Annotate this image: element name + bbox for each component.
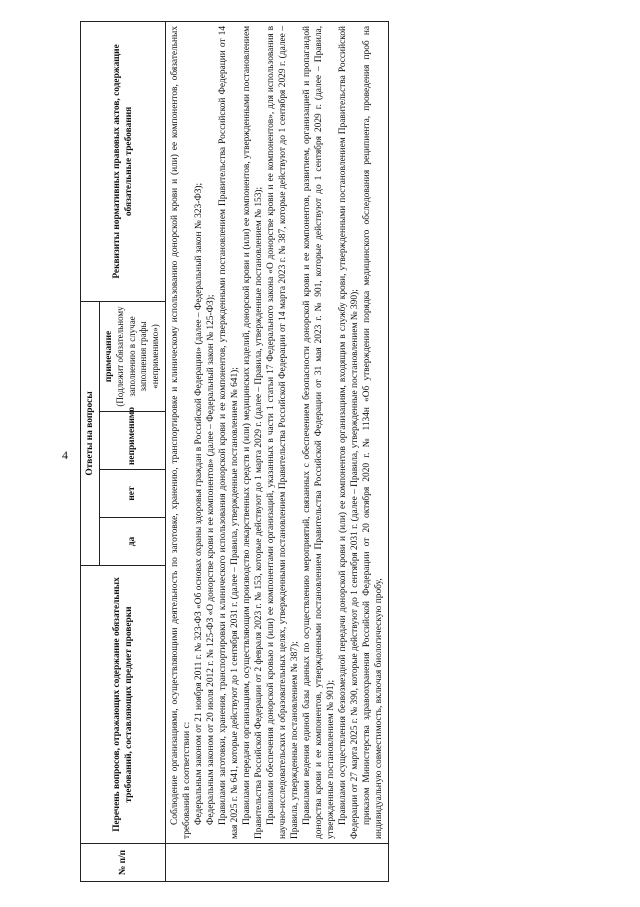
header-requisites: Реквизиты нормативных правовых актов, содержащие обязательные требования <box>81 21 166 301</box>
paragraph: Федеральным законом от 20 июля 2012 г. № 125-ФЗ «О донорстве крови и ее компонентов» (далее – Федеральный закон № 125-ФЗ); <box>205 294 216 825</box>
paragraph: Правилами передачи организациям, осуществляющим производство лекарственных средств и (или) медицинских изделий, донорской крови и (или) ее компонентов, утвержденными постановлением Правительства Российской Федерации от 2 февраля 2023 г. № 153, которые действуют до 1 марта 2029 г. (далее – Правила, утвержденные постановлением № 153); <box>242 25 265 839</box>
header-not-applicable: неприменимо <box>100 412 166 470</box>
paragraph: Правилами обеспечения донорской кровью и (или) ее компонентами организаций, указанных в части 1 статьи 17 Федерального закона «О донорстве крови и ее компонентов», для использования в научно-исследовательских и образовательных целях, утвержденными постановлением Правительства Российской Федерации от 14 марта 2023 г. № 387, которые действуют до 1 сентября 2029 г. (далее – Правила, утвержденные постановлением № 387); <box>266 25 301 839</box>
paragraph: Правилами ведения единой базы данных по осуществлению мероприятий, связанных с обеспечением безопасности донорской крови и ее компонентов, развитием, организацией и пропагандой донорства крови и ее компонентов, утвержденными постановлением Правительства Российской Федерации от 31 мая 2023 г. № 901, которые действуют до 1 сентября 2029 г. (далее – Правила, утвержденные постановлением № 901); <box>302 25 337 839</box>
paragraph: Правилами заготовки, хранения, транспортировки и клинического использования донорской крови и ее компонентов, утвержденными постановлением Правительства Российской Федерации от 14 мая 2025 г. № 641, которые действуют до 1 сентября 2031 г. (далее – Правила, утвержденные постановлением № 641); <box>217 25 240 839</box>
rotated-table-container <box>80 22 592 882</box>
paragraph: Федеральным законом от 21 ноября 2011 г. № 323-ФЗ «Об основах охраны здоровья граждан в Российской Федерации» (далее – Федеральный закон № 323-ФЗ); <box>193 182 204 825</box>
header-yes: да <box>100 518 166 566</box>
body-row <box>165 21 389 881</box>
header-note-title: примечание <box>104 330 115 383</box>
paragraph: Правилами осуществления безвозмездной передачи донорской крови и (или) ее компонентов организациям, входящим в службу крови, утвержденными постановлением Правительства Российской Федерации от 27 марта 2025 г. № 390, которые действуют до 1 сентября 2031 г. (далее – Правила, утвержденные постановлением № 390); <box>338 25 361 839</box>
header-note <box>100 301 166 411</box>
header-no: нет <box>100 470 166 518</box>
row-number-cell <box>165 844 389 882</box>
page-number: 4 <box>62 448 68 462</box>
header-answers: Ответы на вопросы <box>81 301 100 565</box>
header-note-detail: (Подлежит обязательному заполнению в случае заполнения графы «неприменимо») <box>115 306 161 407</box>
requirements-text <box>165 21 389 843</box>
header-questions: Перечень вопросов, отражающих содержание обязательных требований, составляющих предмет проверки <box>81 566 166 844</box>
paragraph: приказом Министерства здравоохранения Российской Федерации от 20 октября 2020 г. № 1134н «Об утверждении порядка медицинского обследования реципиента, проведения проб на индивидуальную совместимость, включая биологическую пробу, <box>362 25 385 839</box>
header-num: № п/п <box>81 844 166 882</box>
checklist-table <box>80 21 389 882</box>
header-row <box>81 21 100 881</box>
document-sheet <box>80 22 592 882</box>
paragraph: Соблюдение организациями, осуществляющими деятельность по заготовке, хранению, транспортировке и клиническому использованию донорской крови и (или) ее компонентов, обязательных требований в соответствии с: <box>169 25 192 839</box>
